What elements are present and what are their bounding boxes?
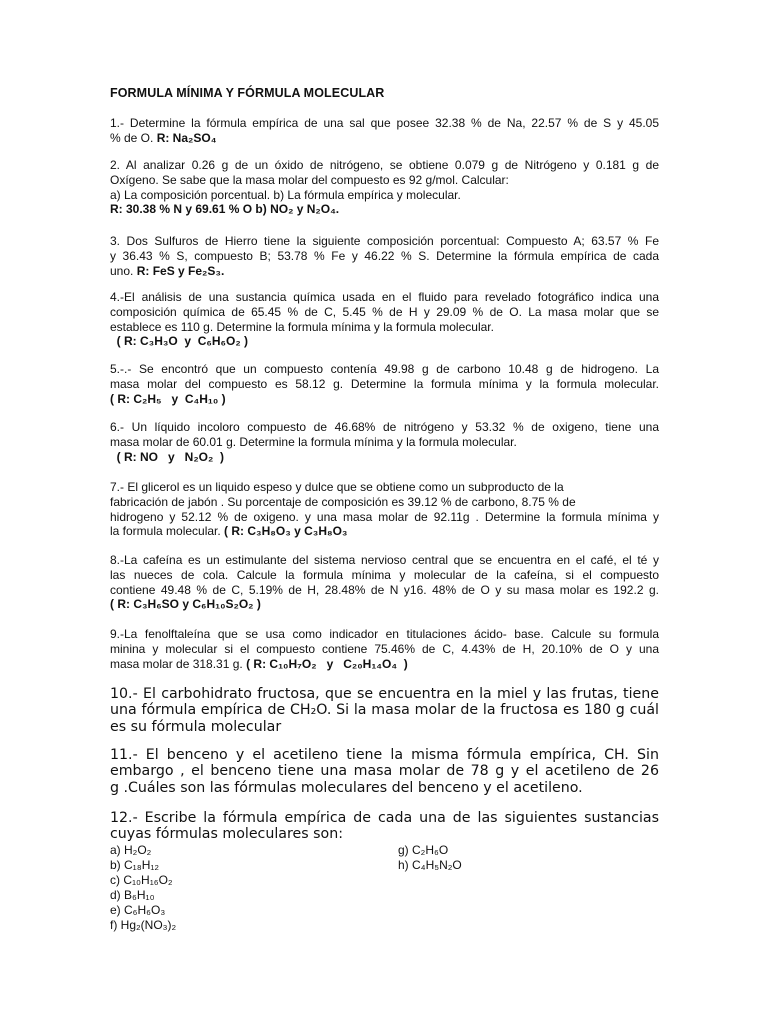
question-9-line-2: minina y molecular si el compuesto contiene 75.46% de C, 4.43% de H, 20.10% de O y una: [110, 641, 659, 656]
question-8-line-3: contiene 49.48 % de C, 5.19% de H, 28.48% de N y16. 48% de O y su masa molar es 192.2 g.: [110, 582, 659, 597]
question-10: [110, 686, 659, 735]
question-1-line-2: [110, 131, 659, 146]
question-4-line-1: 4.-El análisis de una sustancia química usada en el fluido para revelado fotográfico indica una: [110, 290, 659, 304]
question-9-line-1: 9.-La fenolftaleína que se usa como indicador en titulaciones ácido- base. Calcule su formula: [110, 627, 659, 641]
question-3: [110, 234, 659, 278]
question-12: [110, 810, 659, 843]
question-4-line-2: composición química de 65.45 % de C, 5.45 % de H y 29.09 % de O. La masa molar que se: [110, 304, 659, 319]
question-4-answer: ( R: C₃H₃O y C₆H₆O₂ ): [110, 334, 248, 349]
question-7-line-2: fabricación de jabón . Su porcentaje de composición es 39.12 % de carbono, 8.75 % de: [110, 494, 576, 509]
question-6-answer: ( R: NO y N₂O₂ ): [110, 449, 224, 464]
question-10-line-1: 10.- El carbohidrato fructosa, que se encuentra en la miel y las frutas, tiene: [110, 686, 659, 702]
question-3-line-3: [110, 264, 659, 279]
question-3-answer: R: FeS y Fe₂S₃.: [136, 263, 225, 278]
question-5-line-2: masa molar del compuesto es 58.12 g. Determine la formula mínima y la formula molecular.: [110, 376, 659, 391]
question-9-text: masa molar de 318.31 g.: [110, 656, 247, 671]
question-10-line-3: es su fórmula molecular: [110, 718, 282, 735]
question-9-line-3: [110, 657, 659, 672]
question-6: [110, 420, 659, 464]
question-7-text: la formula molecular.: [110, 524, 225, 539]
question-6-line-2: masa molar de 60.01 g. Determine la formula mínima y la formula molecular.: [110, 434, 517, 449]
question-1: [110, 116, 659, 146]
question-8-line-2: las nueces de cola. Calcule la formula mínima y molecular de la cafeína, si el compuesto: [110, 567, 659, 582]
question-3-line-2: y 36.43 % S, compuesto B; 53.78 % Fe y 46.22 % S. Determine la fórmula empírica de cada: [110, 248, 659, 263]
list-item: e) C₆H₆O₃: [110, 903, 166, 917]
list-item: g) C₂H₆O: [398, 843, 449, 857]
question-1-answer: R: Na₂SO₄: [156, 130, 217, 145]
question-12-options-left: [110, 843, 176, 933]
question-7-line-1: 7.- El glicerol es un liquido espeso y dulce que se obtiene como un subproducto de la: [110, 480, 564, 494]
question-2-line-1: 2. Al analizar 0.26 g de un óxido de nitrógeno, se obtiene 0.079 g de Nitrógeno y 0.181 g de: [110, 158, 659, 172]
question-2: [110, 158, 659, 217]
question-12-line-2: cuyas fórmulas moleculares son:: [110, 826, 343, 843]
question-2-line-2: Oxígeno. Se sabe que la masa molar del compuesto es 92 g/mol. Calcular:: [110, 172, 509, 187]
question-11-line-2: embargo , el benceno tiene una masa molar de 78 g y el acetileno de 26: [110, 763, 659, 780]
question-7: [110, 480, 659, 539]
question-8-answer: ( R: C₃H₆SO y C₆H₁₀S₂O₂ ): [110, 597, 261, 612]
question-1-text: % de O.: [110, 130, 157, 145]
question-7-answer: ( R: C₃H₈O₃ y C₃H₈O₃: [224, 524, 348, 539]
list-item: f) Hg₂(NO₃)₂: [110, 918, 177, 932]
list-item: h) C₄H₅N₂O: [398, 858, 462, 872]
question-3-line-1: 3. Dos Sulfuros de Hierro tiene la siguiente composición porcentual: Compuesto A; 63.57 % Fe: [110, 234, 659, 248]
list-item: a) H₂O₂: [110, 843, 152, 857]
list-item: b) C₁₈H₁₂: [110, 858, 160, 872]
question-4: [110, 290, 659, 349]
question-12-options-right: [398, 843, 462, 873]
question-2-line-3: a) La composición porcentual. b) La fórmula empírica y molecular.: [110, 187, 461, 202]
question-4-line-3: establece es 110 g. Determine la formula mínima y la formula molecular.: [110, 319, 494, 334]
question-9-answer: ( R: C₁₀H₇O₂ y C₂₀H₁₄O₄ ): [246, 656, 408, 671]
question-6-line-1: 6.- Un líquido incoloro compuesto de 46.68% de nitrógeno y 53.32 % de oxigeno, tiene una: [110, 420, 659, 434]
question-10-line-2: una fórmula empírica de CH₂O. Si la masa molar de la fructosa es 180 g cuál: [110, 702, 659, 719]
page-title: FORMULA MÍNIMA Y FÓRMULA MOLECULAR: [110, 86, 385, 100]
question-2-answer: R: 30.38 % N y 69.61 % O b) NO₂ y N₂O₄.: [110, 202, 340, 217]
question-9: [110, 627, 659, 671]
question-5: [110, 362, 659, 406]
question-8: [110, 553, 659, 612]
question-12-line-1: 12.- Escribe la fórmula empírica de cada una de las siguientes sustancias: [110, 810, 659, 826]
question-5-answer: ( R: C₂H₅ y C₄H₁₀ ): [110, 391, 226, 406]
question-11-line-3: g .Cuáles son las fórmulas moleculares del benceno y el acetileno.: [110, 779, 583, 796]
question-3-text: uno.: [110, 263, 137, 278]
question-11-line-1: 11.- El benceno y el acetileno tiene la misma fórmula empírica, CH. Sin: [110, 747, 659, 763]
list-item: c) C₁₀H₁₆O₂: [110, 873, 173, 887]
list-item: d) B₆H₁₀: [110, 888, 155, 902]
question-5-line-1: 5.-.- Se encontró que un compuesto contenía 49.98 g de carbono 10.48 g de hidrogeno. La: [110, 362, 659, 376]
question-11: [110, 747, 659, 796]
question-7-line-4: [110, 524, 659, 539]
question-7-line-3: hidrogeno y 52.12 % de oxigeno. y una masa molar de 92.11g . Determine la formula mínima y: [110, 509, 659, 524]
question-1-line-1: 1.- Determine la fórmula empírica de una sal que posee 32.38 % de Na, 22.57 % de S y 45.05: [110, 116, 659, 130]
question-8-line-1: 8.-La cafeína es un estimulante del sistema nervioso central que se encuentra en el café, el té y: [110, 553, 659, 567]
